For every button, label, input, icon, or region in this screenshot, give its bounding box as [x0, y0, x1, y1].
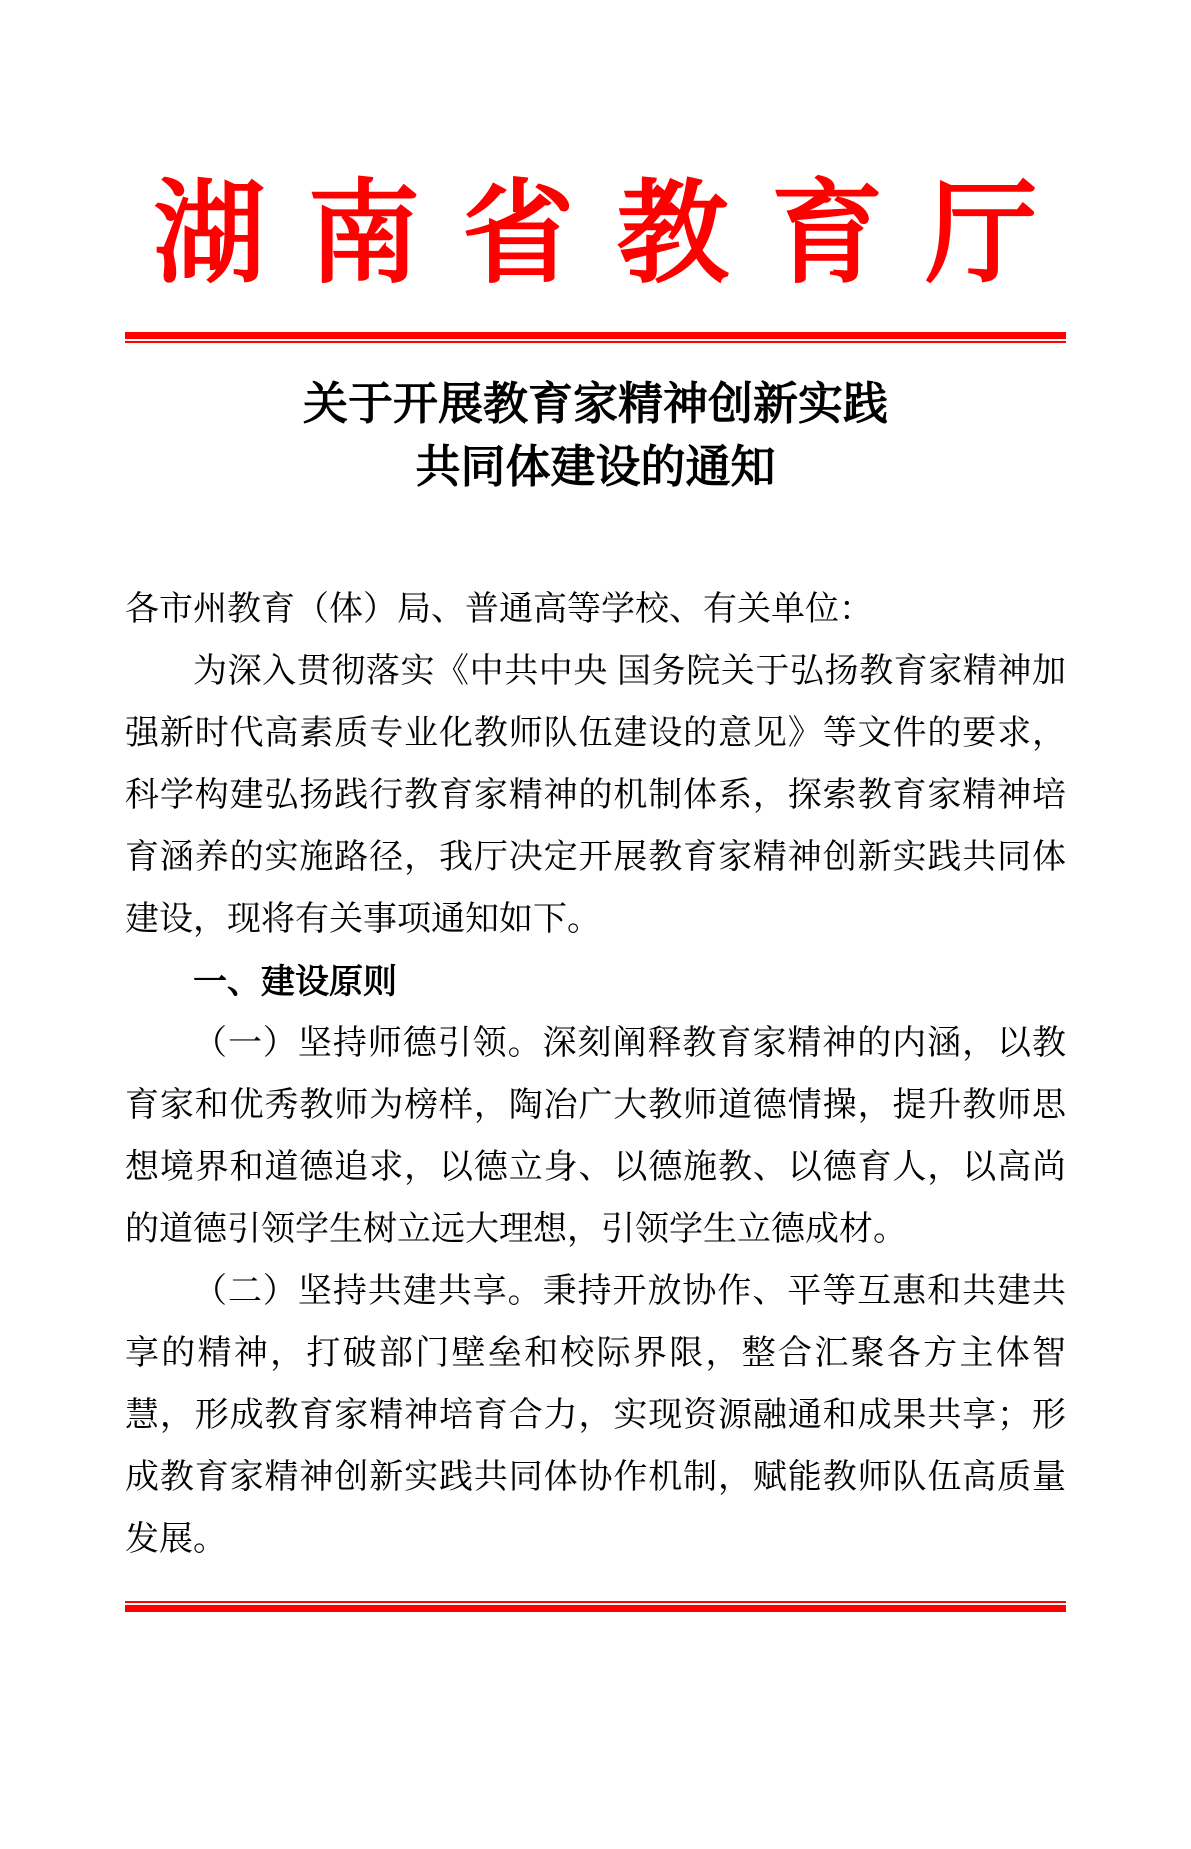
letterhead-separator-rule: [125, 332, 1066, 343]
letterhead-agency-title: 湖南省教育厅: [153, 173, 1038, 297]
principle-item-2: （二）坚持共建共享。秉持开放协作、平等互惠和共建共享的精神，打破部门壁垒和校际界限，整合汇聚各方主体智慧，形成教育家精神培育合力，实现资源融通和成果共享；形成教育家精神创新实践共同体协作机制，赋能教师队伍高质量发展。: [125, 1273, 1066, 1558]
rule-thin-bar: [125, 341, 1066, 343]
official-notice-page: [0, 165, 1191, 1849]
rule-thick-bar: [125, 332, 1066, 339]
rule-thick-bar: [125, 1605, 1066, 1612]
salutation-line: 各市州教育（体）局、普通高等学校、有关单位：: [125, 591, 873, 628]
document-title: [125, 373, 1066, 499]
document-body: [125, 579, 1066, 1571]
document-title-line-1: 关于开展教育家精神创新实践: [302, 379, 888, 429]
document-title-line-2: 共同体建设的通知: [415, 442, 776, 492]
intro-paragraph: 为深入贯彻落实《中共中央 国务院关于弘扬教育家精神加强新时代高素质专业化教师队伍建设的意见》等文件的要求，科学构建弘扬践行教育家精神的机制体系，探索教育家精神培育涵养的实施路径，我厅决定开展教育家精神创新实践共同体建设，现将有关事项通知如下。: [125, 653, 1066, 938]
principle-item-1: （一）坚持师德引领。深刻阐释教育家精神的内涵，以教育家和优秀教师为榜样，陶冶广大教师道德情操，提升教师思想境界和道德追求，以德立身、以德施教、以德育人，以高尚的道德引领学生树立远大理想，引领学生立德成材。: [125, 1025, 1066, 1248]
footer-rule: [125, 1601, 1066, 1612]
section-heading-principles: 一、建设原则: [193, 963, 397, 1001]
